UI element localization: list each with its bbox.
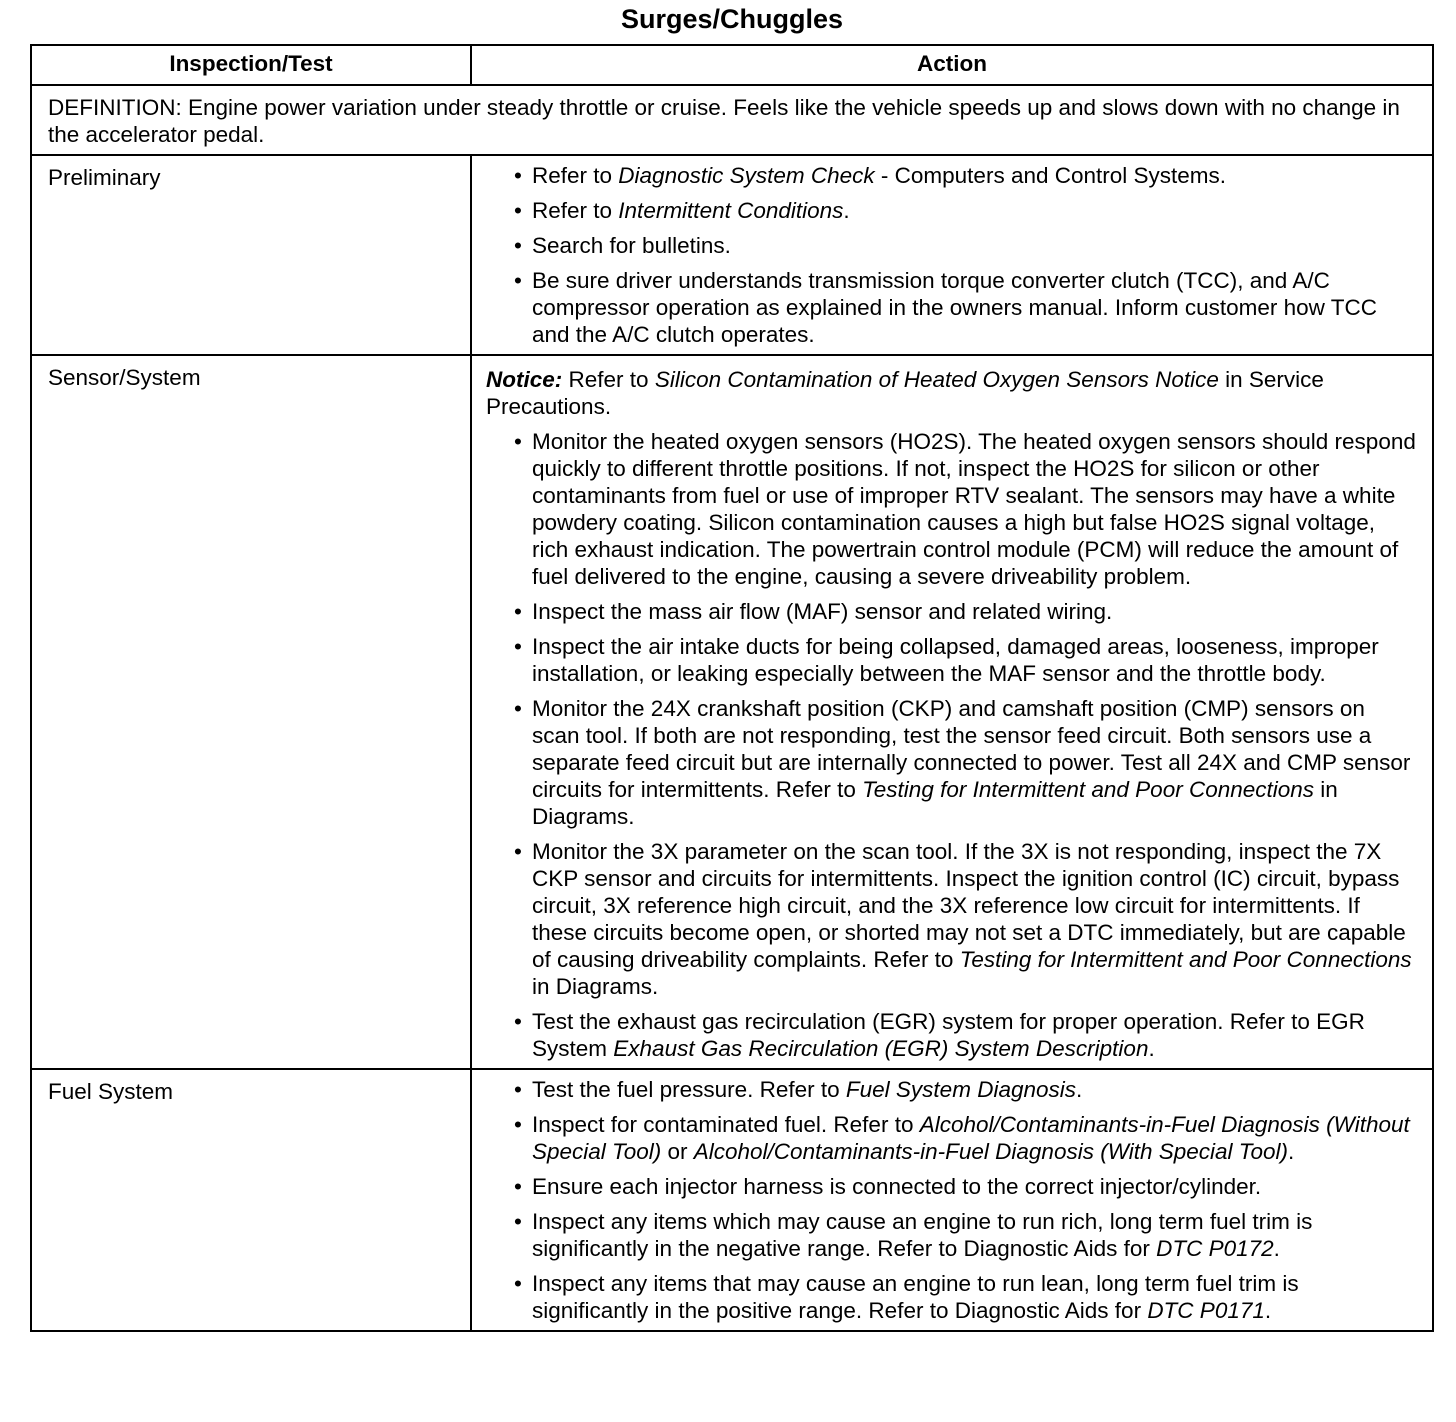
action-cell [471,155,1433,355]
text-run: Diagnostic System Check [618,163,875,188]
text-run: Notice: [486,367,563,392]
inspection-label: Sensor/System [31,355,471,1069]
text-run: DTC P0171 [1147,1298,1265,1323]
action-item [514,1076,1416,1103]
inspection-label: Preliminary [31,155,471,355]
column-header-action: Action [471,45,1433,85]
text-run: Ensure each injector harness is connected to the correct injector/cylinder. [532,1174,1262,1199]
text-run: in Service Precautions. [486,367,1324,419]
text-run: in Diagrams. [532,777,1338,829]
action-item [514,1111,1416,1165]
section-row-fuel-system [31,1069,1433,1331]
text-run: Be sure driver understands transmission torque converter clutch (TCC), and A/C compressor operation as explained in the owners manual. Inform customer how TCC and the A/C clutch operates. [532,268,1377,347]
action-item [514,598,1416,625]
action-item [514,633,1416,687]
text-run: Fuel System Diagnosis [845,1077,1076,1102]
text-run: Testing for Intermittent and Poor Connections [959,947,1412,972]
text-run: Monitor the 3X parameter on the scan tool. If the 3X is not responding, inspect the 7X CKP sensor and circuits for intermittents. Inspect the ignition control (IC) circuit, bypass circuit, 3X reference high circuit, and the 3X reference low circuit for intermittents. If these circuits become open, or shorted may not set a DTC immediately, but are capable of causing driveability complaints. Refer to [532,839,1406,972]
action-item [514,695,1416,830]
page-title: Surges/Chuggles [620,4,844,34]
text-run: . [1264,1298,1272,1323]
text-run: Silicon Contamination of Heated Oxygen Sensors Notice [654,367,1219,392]
text-run: Test the exhaust gas recirculation (EGR) system for proper operation. Refer to EGR System [532,1009,1365,1061]
action-item [514,197,1416,224]
text-run: . [843,198,850,223]
definition-row [31,85,1433,155]
section-row-preliminary [31,155,1433,355]
text-run: . [1148,1036,1155,1061]
text-run: Refer to [562,367,655,392]
action-list [486,1076,1416,1324]
column-header-inspection: Inspection/Test [31,45,471,85]
action-list [486,428,1416,1062]
header-row [31,45,1433,85]
text-run: Refer to [532,163,619,188]
text-run: in Diagrams. [532,974,659,999]
text-run: Alcohol/Contaminants-in-Fuel Diagnosis (With Special Tool) [693,1139,1288,1164]
action-item [514,428,1416,590]
diagnosis-table [30,44,1434,1332]
text-run: . [1076,1077,1083,1102]
text-run: DTC P0172 [1156,1236,1274,1261]
text-run: or [661,1139,694,1164]
text-run: Testing for Intermittent and Poor Connections [862,777,1315,802]
action-item [514,162,1416,189]
text-run: Inspect the air intake ducts for being collapsed, damaged areas, looseness, improper installation, or leaking especially between the MAF sensor and the throttle body. [532,634,1379,686]
action-item [514,1173,1416,1200]
text-run: Inspect for contaminated fuel. Refer to [532,1112,920,1137]
action-item [514,838,1416,1000]
text-run: Test the fuel pressure. Refer to [532,1077,846,1102]
action-item [514,267,1416,348]
action-item [514,1008,1416,1062]
action-cell [471,1069,1433,1331]
text-run: Refer to [532,198,619,223]
text-run: Monitor the heated oxygen sensors (HO2S). The heated oxygen sensors should respond quickly to different throttle positions. If not, inspect the HO2S for silicon or other contaminants from fuel or use of improper RTV sealant. The sensors may have a white powdery coating. Silicon contamination causes a high but false HO2S signal voltage, rich exhaust indication. The powertrain control module (PCM) will reduce the amount of fuel delivered to the engine, causing a severe driveability problem. [532,429,1416,589]
text-run: Alcohol/Contaminants-in-Fuel Diagnosis (Without Special Tool) [532,1112,1410,1164]
definition-text: DEFINITION: Engine power variation under steady throttle or cruise. Feels like the vehicle speeds up and slows down with no change in the accelerator pedal. [31,85,1433,155]
text-run: Exhaust Gas Recirculation (EGR) System Description [613,1036,1149,1061]
section-row-sensor-system [31,355,1433,1069]
action-list [486,162,1416,348]
inspection-label: Fuel System [31,1069,471,1331]
text-run: . [1273,1236,1280,1261]
action-item [514,1208,1416,1262]
text-run: Search for bulletins. [532,233,731,258]
text-run: Inspect any items which may cause an engine to run rich, long term fuel trim is significantly in the negative range. Refer to Diagnostic Aids for [532,1209,1313,1261]
text-run: Monitor the 24X crankshaft position (CKP) and camshaft position (CMP) sensors on scan tool. If both are not responding, test the sensor feed circuit. Both sensors use a separate feed circuit but are internally connected to power. Test all 24X and CMP sensor circuits for intermittents. Refer to [532,696,1411,802]
text-run: - Computers and Control Systems. [874,163,1227,188]
text-run: Inspect any items that may cause an engine to run lean, long term fuel trim is significantly in the positive range. Refer to Diagnostic Aids for [532,1271,1299,1323]
action-item [514,1270,1416,1324]
action-cell [471,355,1433,1069]
notice-text [486,366,1416,420]
text-run: Intermittent Conditions [618,198,844,223]
action-item [514,232,1416,259]
text-run: . [1288,1139,1295,1164]
text-run: Inspect the mass air flow (MAF) sensor and related wiring. [532,599,1113,624]
